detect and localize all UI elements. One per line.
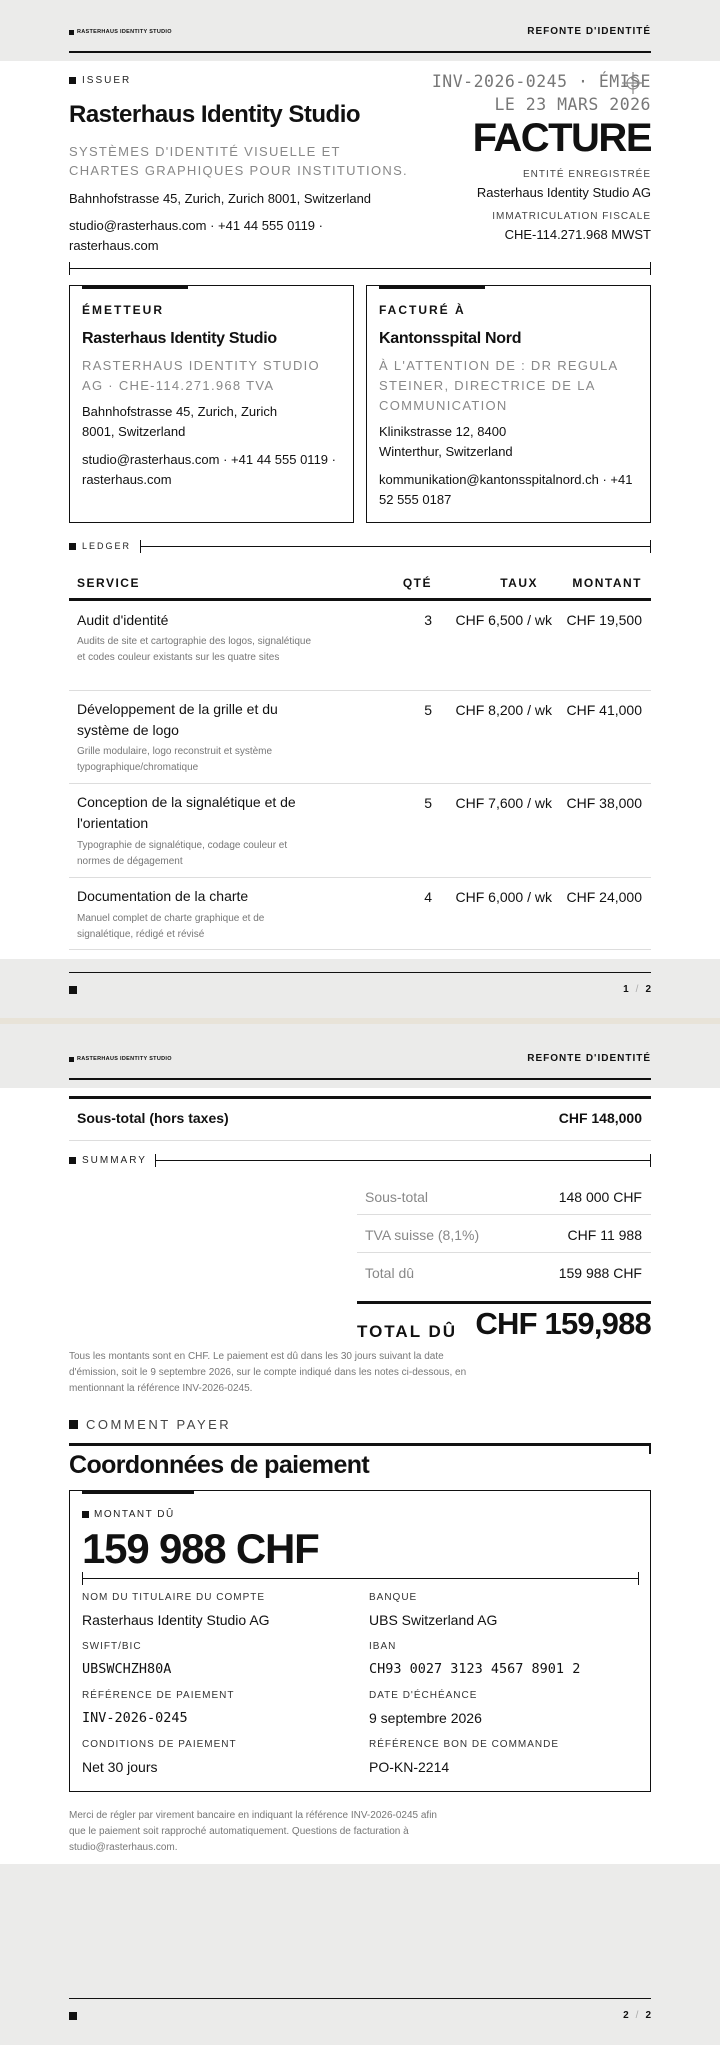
col-qty: QTÉ [402,576,432,590]
summary-rule-tick-right [650,1154,651,1167]
header-rule [69,1078,651,1080]
row-desc: Grille modulaire, logo reconstruit et système typographique/chromatique [77,746,273,773]
row-title: Conception de la signalétique et de l'orientation [77,794,296,831]
summary-value: CHF 11 988 [567,1227,642,1243]
ledger-kicker-rule [140,546,651,547]
kicker-square-icon [69,77,76,84]
payment-rule [69,1443,651,1446]
col-rate: TAUX [500,576,538,590]
page2-footer-band [0,1864,720,2045]
footer-rule [69,1998,651,1999]
billto-kicker: FACTURÉ À [379,303,466,317]
total-value: CHF 159,988 [475,1306,651,1341]
ledger-rule-tick-left [140,540,141,553]
amount-due-value: 159 988 CHF [82,1525,319,1572]
row-rate: CHF 6,000 / wk [455,889,552,905]
total-rule [357,1301,651,1304]
summary-label: Total dû [365,1265,415,1281]
row-separator [69,690,651,691]
subtotal-value: CHF 148,000 [558,1110,642,1126]
billto-card [366,285,651,523]
issuer-kicker: ISSUER [69,75,131,86]
subtotal-bottom-rule [69,1140,651,1141]
billto-address: Klinikstrasse 12, 8400 Winterthur, Switzerland [379,424,513,459]
row-amount: CHF 38,000 [566,795,642,811]
invoice-title: FACTURE [472,116,651,160]
emitter-name: Rasterhaus Identity Studio [82,330,277,347]
issuer-contact: studio@rasterhaus.com · +41 44 555 0119 · rasterhaus.com [69,218,323,253]
entity-label: ENTITÉ ENREGISTRÉE [522,169,651,180]
emitter-legal: RASTERHAUS IDENTITY STUDIO AG · CHE-114.271.968 TVA [82,358,320,393]
terms-label: CONDITIONS DE PAIEMENT [82,1739,237,1750]
summary-label: TVA suisse (8,1%) [365,1227,480,1243]
iban-value: CH93 0027 3123 4567 8901 2 [369,1661,581,1677]
row-amount: CHF 24,000 [566,889,642,905]
summary-rule-tick-left [155,1154,156,1167]
payment-ref-label: RÉFÉRENCE DE PAIEMENT [82,1690,235,1701]
emitter-card [69,285,354,523]
kicker-square-icon [69,1157,76,1164]
col-service: SERVICE [77,576,140,590]
kicker-square-icon [69,1420,78,1429]
brand-square-icon [69,30,74,35]
due-date-value: 9 septembre 2026 [369,1710,482,1726]
row-separator [69,877,651,878]
summary-separator [357,1214,651,1215]
card-topbar [82,285,188,289]
payment-terms-note: Tous les montants sont en CHF. Le paiement est dû dans les 30 jours suivant la date d'émission, soit le 9 septembre 2026, sur le compte indiqué dans les notes ci-dessous, en mentionnant la référence INV-2026-0245. [69,1351,467,1394]
row-desc: Typographie de signalétique, codage couleur et normes de dégagement [77,840,288,867]
amount-due-kicker: MONTANT DÛ [82,1509,175,1520]
divider-tick-left [69,262,70,275]
billto-contact: kommunikation@kantonsspitalnord.ch · +41 52 555 0187 [379,472,633,507]
summary-separator [357,1252,651,1253]
amount-divider [82,1578,639,1579]
billto-name: Kantonsspital Nord [379,330,522,347]
payment-ref-value: INV-2026-0245 [82,1710,188,1726]
header-project: REFONTE D'IDENTITÉ [527,26,651,37]
row-title: Documentation de la charte [77,888,249,904]
row-qty: 5 [424,702,432,718]
row-qty: 4 [424,889,432,905]
emitter-contact: studio@rasterhaus.com · +41 44 555 0119 · rasterhaus.com [82,452,336,487]
payment-kicker: COMMENT PAYER [69,1417,231,1432]
summary-kicker: SUMMARY [69,1155,147,1166]
row-desc: Manuel complet de charte graphique et de signalétique, rédigé et révisé [77,913,265,940]
footer-rule [69,972,651,973]
po-ref-label: RÉFÉRENCE BON DE COMMANDE [369,1739,560,1750]
summary-value: 148 000 CHF [558,1189,642,1205]
swift-label: SWIFT/BIC [82,1641,142,1652]
header-project: REFONTE D'IDENTITÉ [527,1053,651,1064]
iban-label: IBAN [369,1641,397,1652]
summary-kicker-rule [155,1160,651,1161]
payment-title: Coordonnées de paiement [69,1451,370,1479]
card-topbar [82,1490,194,1494]
subtotal-top-rule [69,1096,651,1099]
billto-attention: À L'ATTENTION DE : DR REGULA STEINER, DIRECTRICE DE LA COMMUNICATION [379,358,618,413]
section-divider [69,268,651,269]
summary-value: 159 988 CHF [558,1265,642,1281]
divider-tick-right [650,262,651,275]
page1-footer-band [0,959,720,1018]
account-holder-value: Rasterhaus Identity Studio AG [82,1612,270,1628]
payment-rule-tick [649,1443,651,1454]
entity-value: Rasterhaus Identity Studio AG [476,185,651,200]
row-rate: CHF 7,600 / wk [455,795,552,811]
brand-square-icon [69,1057,74,1062]
tax-value: CHE-114.271.968 MWST [504,227,651,242]
swift-value: UBSWCHZH80A [82,1661,172,1677]
total-label: TOTAL DÛ [357,1322,458,1341]
ledger-kicker: LEDGER [69,541,131,551]
summary-label: Sous-total [365,1189,429,1205]
bank-label: BANQUE [369,1592,418,1603]
issuer-address: Bahnhofstrasse 45, Zurich, Zurich 8001, Switzerland [69,191,372,206]
payment-card [69,1490,651,1792]
col-amount: MONTANT [572,576,642,590]
card-topbar [379,285,485,289]
amount-divider-tick-left [82,1572,83,1585]
row-rate: CHF 8,200 / wk [455,702,552,718]
header-rule [69,51,651,53]
emitter-kicker: ÉMETTEUR [82,303,164,317]
footer-square-icon [69,2012,77,2020]
terms-value: Net 30 jours [82,1759,158,1775]
due-date-label: DATE D'ÉCHÉANCE [369,1690,478,1701]
issuer-name: Rasterhaus Identity Studio [69,101,361,128]
footer-square-icon [69,986,77,994]
header-brand: RASTERHAUS IDENTITY STUDIO [69,29,172,35]
compass-icon [622,72,644,94]
row-desc: Audits de site et cartographie des logos, signalétique et codes couleur existants sur les quatre sites [77,636,312,663]
emitter-address: Bahnhofstrasse 45, Zurich, Zurich 8001, Switzerland [82,404,278,439]
table-header-rule [69,598,651,601]
row-separator [69,949,651,950]
ledger-rule-tick-right [650,540,651,553]
row-rate: CHF 6,500 / wk [455,612,552,628]
page-number: 1 / 2 [623,984,651,995]
payment-footnote: Merci de régler par virement bancaire en indiquant la référence INV-2026-0245 afin que le paiement soit rapproché automatiquement. Questions de facturation à studio@rasterhaus.com. [69,1810,437,1853]
subtotal-label: Sous-total (hors taxes) [77,1110,229,1126]
row-title: Développement de la grille et du système de logo [77,701,278,738]
bank-value: UBS Switzerland AG [369,1612,498,1628]
invoice-ref-line: INV-2026-0245 · ÉMISE LE 23 MARS 2026 [431,72,651,114]
row-amount: CHF 19,500 [566,612,642,628]
po-ref-value: PO-KN-2214 [369,1759,450,1775]
account-holder-label: NOM DU TITULAIRE DU COMPTE [82,1592,266,1603]
row-amount: CHF 41,000 [566,702,642,718]
kicker-square-icon [82,1511,89,1518]
tax-label: IMMATRICULATION FISCALE [492,211,651,222]
kicker-square-icon [69,543,76,550]
row-qty: 3 [424,612,432,628]
row-separator [69,783,651,784]
row-qty: 5 [424,795,432,811]
amount-divider-tick-right [638,1572,639,1585]
row-title: Audit d'identité [77,612,169,628]
page-number: 2 / 2 [623,2010,651,2021]
issuer-tagline: SYSTÈMES D'IDENTITÉ VISUELLE ET CHARTES GRAPHIQUES POUR INSTITUTIONS. [69,144,408,178]
header-brand: RASTERHAUS IDENTITY STUDIO [69,1056,172,1062]
